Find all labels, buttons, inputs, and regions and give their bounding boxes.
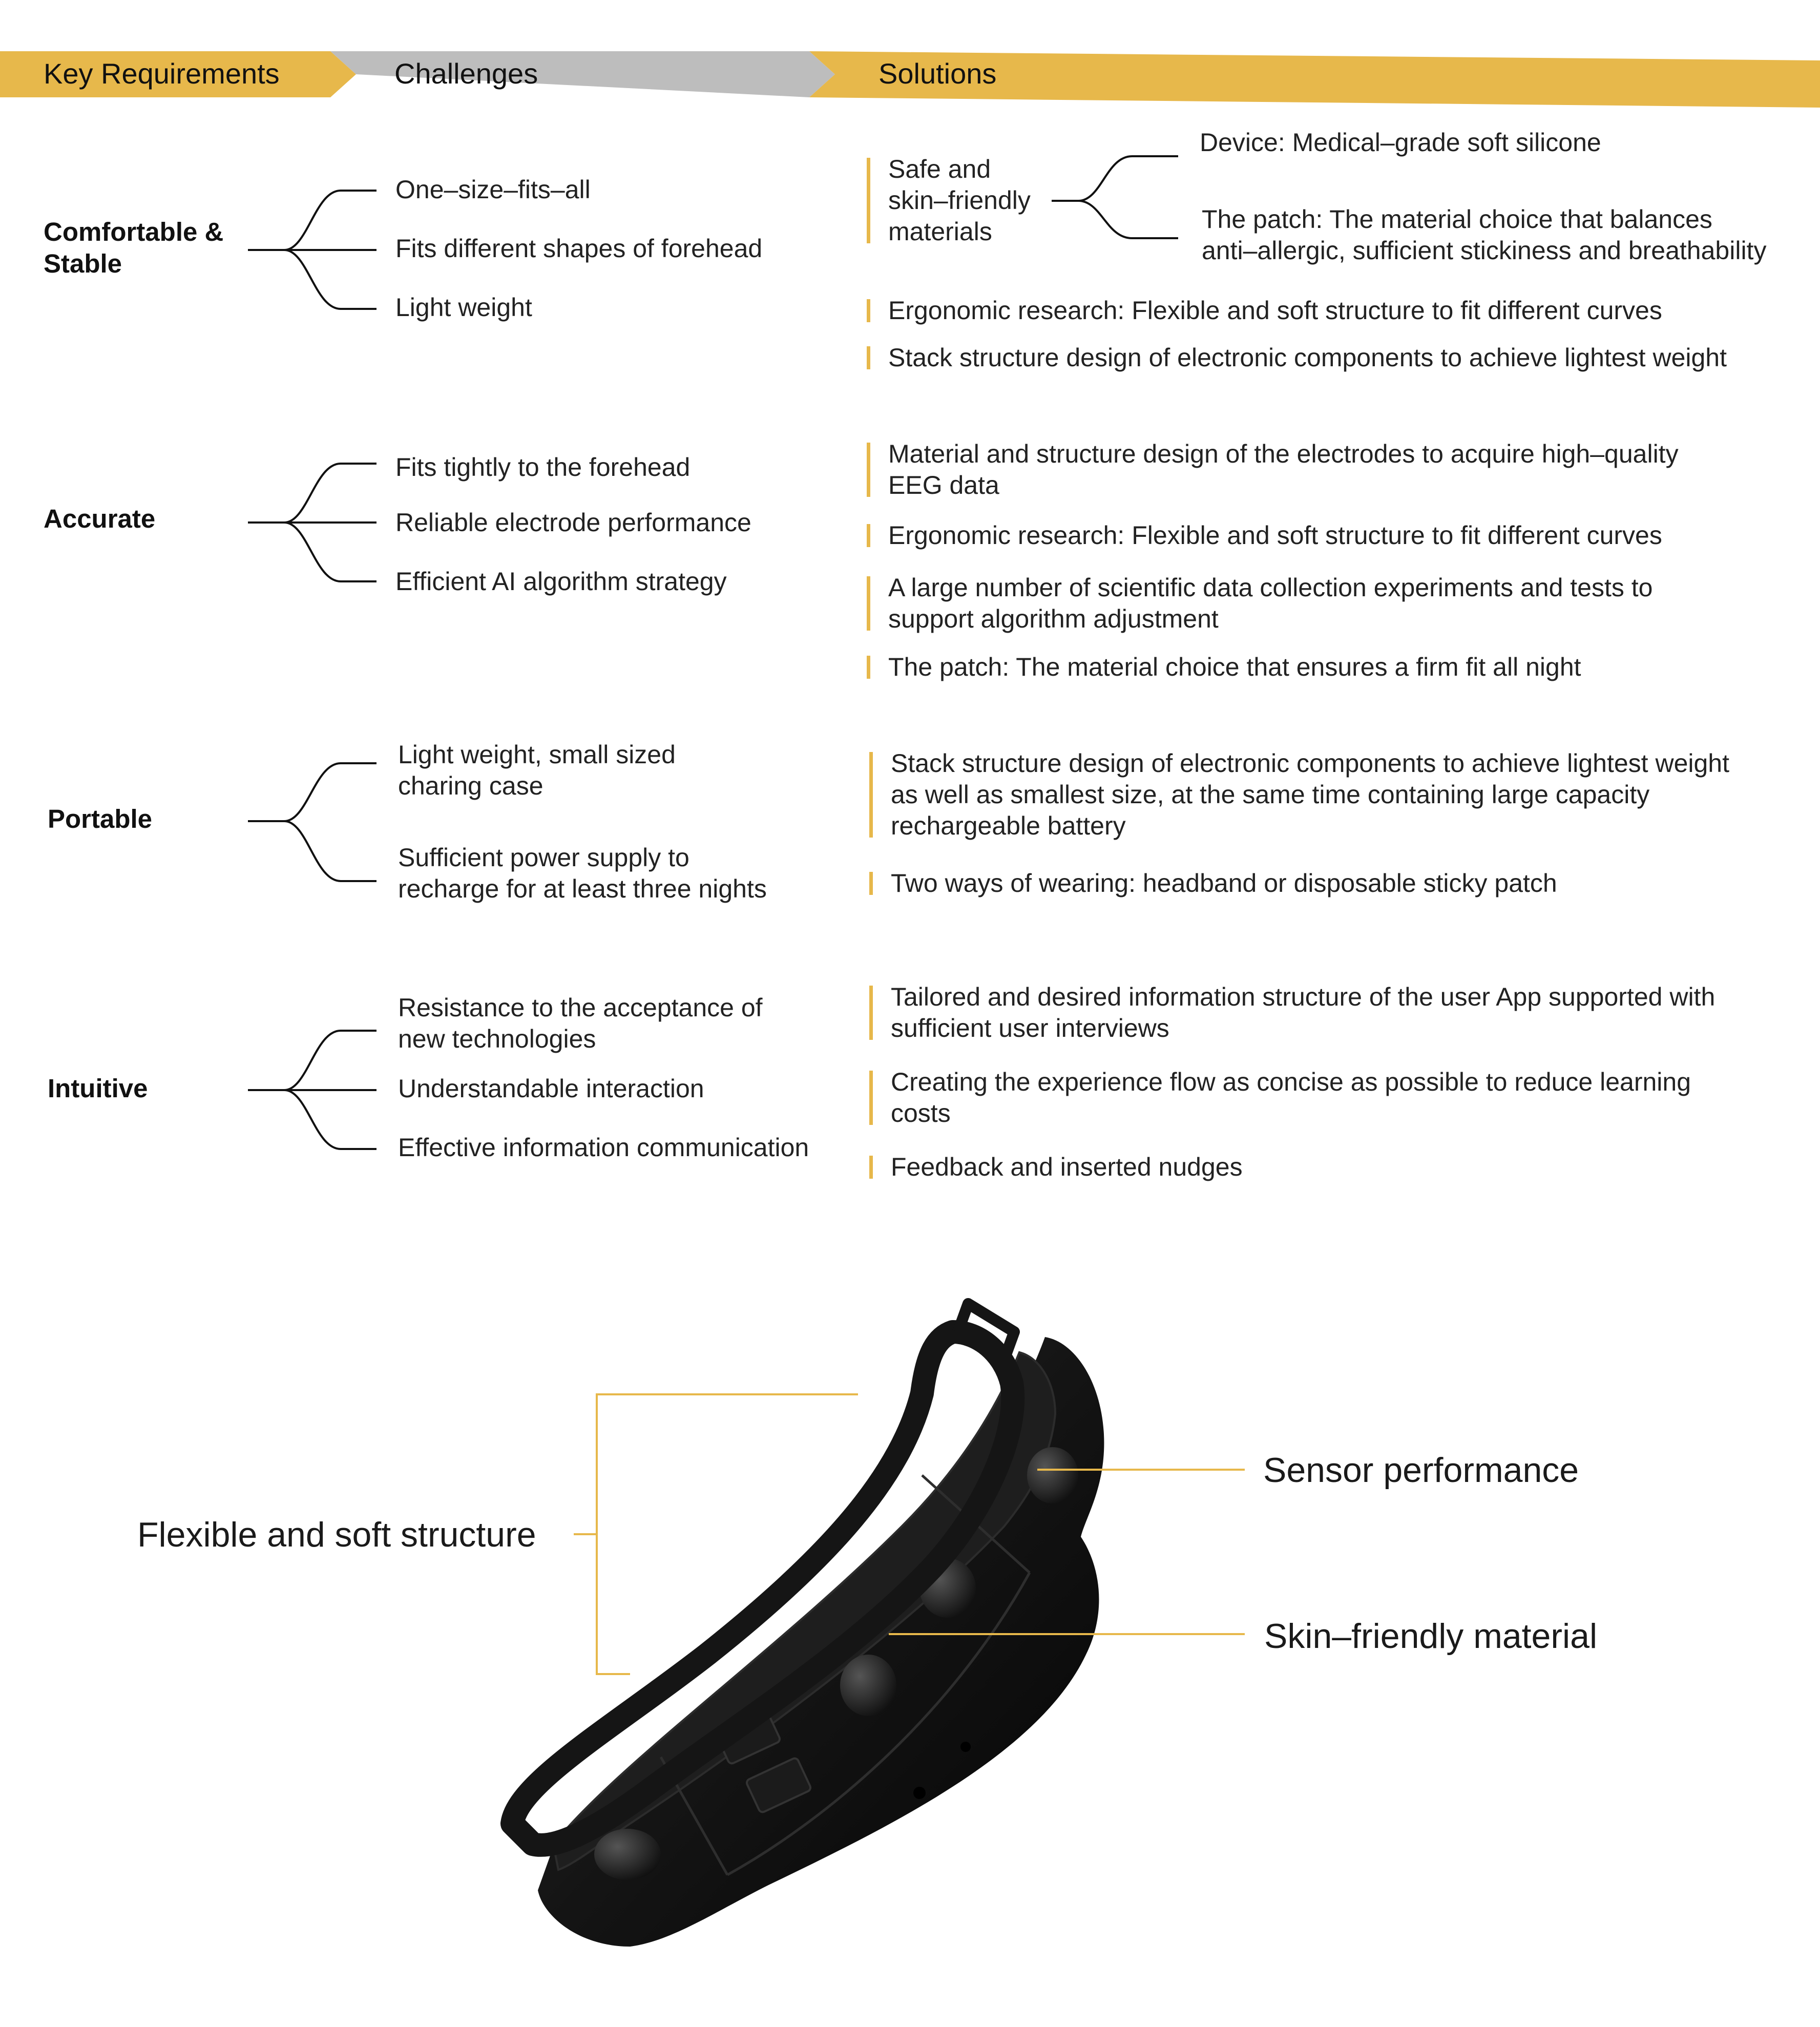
solution-subitem: Device: Medical–grade soft silicone bbox=[1200, 128, 1601, 157]
solution-item: Ergonomic research: Flexible and soft structure to fit different curves bbox=[867, 520, 1662, 551]
solution-item: Stack structure design of electronic components to achieve lightest weight bbox=[867, 342, 1727, 373]
challenge-item: Understandable interaction bbox=[398, 1074, 704, 1103]
solution-item: A large number of scientific data collection experiments and tests to support algorithm adjustment bbox=[867, 572, 1652, 635]
solution-item: Ergonomic research: Flexible and soft structure to fit different curves bbox=[867, 295, 1662, 326]
challenge-item: Effective information communication bbox=[398, 1133, 809, 1162]
challenge-item: Fits different shapes of forehead bbox=[395, 234, 763, 263]
solution-item: The patch: The material choice that ensures a firm fit all night bbox=[867, 652, 1581, 683]
challenge-item: Resistance to the acceptance of new technologies bbox=[398, 993, 763, 1053]
requirement-label: Comfortable & Stable bbox=[44, 217, 224, 278]
solution-item: Safe and skin–friendly materials bbox=[867, 154, 1031, 247]
challenge-item: Reliable electrode performance bbox=[395, 508, 751, 537]
solution-item: Two ways of wearing: headband or disposable sticky patch bbox=[869, 868, 1557, 899]
challenge-item: Light weight bbox=[395, 293, 532, 322]
solution-item: Tailored and desired information structure of the user App supported with sufficient user interviews bbox=[869, 981, 1715, 1044]
requirement-intuitive: Intuitive bbox=[48, 1074, 148, 1103]
device-hole bbox=[913, 1787, 926, 1799]
electrode-button bbox=[1027, 1447, 1078, 1503]
challenge-item: Efficient AI algorithm strategy bbox=[395, 567, 727, 596]
header-solutions: Solutions bbox=[878, 57, 997, 90]
solution-item: Creating the experience flow as concise as possible to reduce learning costs bbox=[869, 1067, 1691, 1129]
device-hole bbox=[960, 1742, 971, 1752]
solution-item: Stack structure design of electronic components to achieve lightest weight as well as smallest size, at the same time containing large capacity rechargeable battery bbox=[869, 748, 1729, 842]
electrode-button bbox=[840, 1655, 896, 1716]
header-challenges: Challenges bbox=[394, 57, 538, 90]
challenge-item: Sufficient power supply to recharge for at least three nights bbox=[398, 843, 767, 903]
solution-item: Feedback and inserted nudges bbox=[869, 1152, 1243, 1183]
requirement-portable: Portable bbox=[48, 804, 153, 833]
solution-item: Material and structure design of the electrodes to acquire high–quality EEG data bbox=[867, 438, 1679, 501]
callout-skin-friendly-material: Skin–friendly material bbox=[1264, 1617, 1598, 1656]
callout-sensor-performance: Sensor performance bbox=[1263, 1451, 1579, 1490]
requirement-accurate: Accurate bbox=[44, 504, 156, 533]
header-key-requirements: Key Requirements bbox=[44, 57, 280, 90]
callout-flexible-soft-structure: Flexible and soft structure bbox=[137, 1515, 536, 1554]
solution-subitem: The patch: The material choice that balances anti–allergic, sufficient stickiness and breathability bbox=[1202, 205, 1767, 265]
challenge-item: Light weight, small sized charing case bbox=[398, 740, 676, 800]
challenge-item: Fits tightly to the forehead bbox=[395, 453, 691, 482]
challenge-item: One–size–fits–all bbox=[395, 175, 591, 204]
electrode-button bbox=[594, 1829, 661, 1880]
